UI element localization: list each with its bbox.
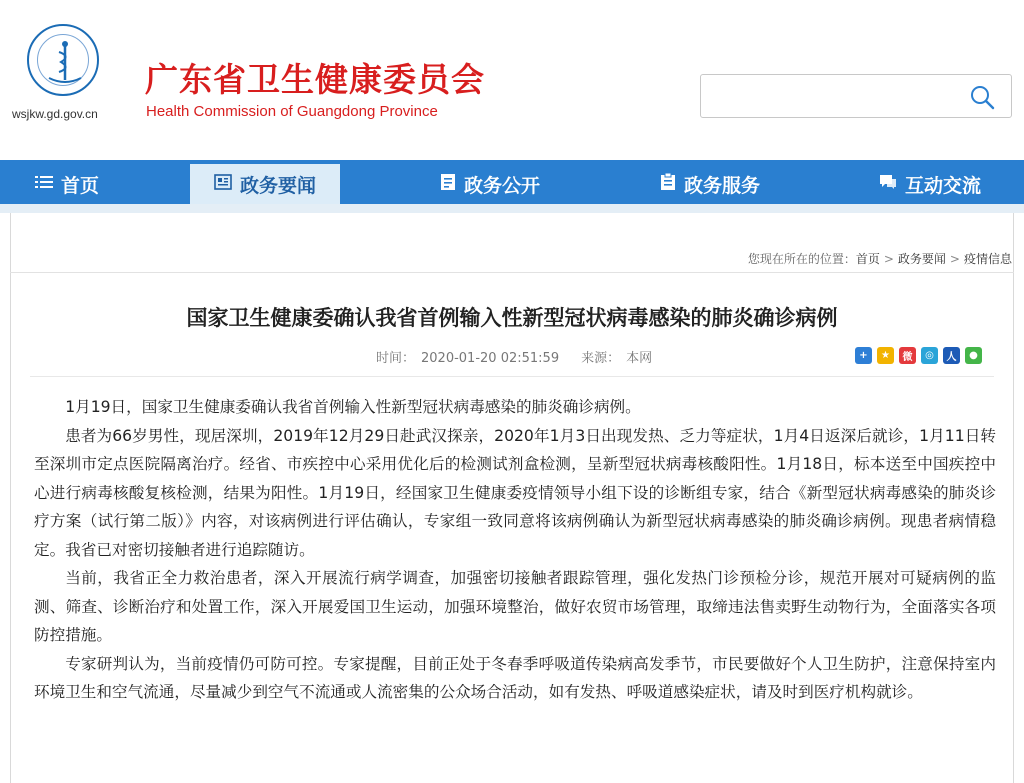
weibo-icon[interactable]: 微	[899, 347, 916, 364]
list-icon	[35, 173, 53, 195]
breadcrumb	[748, 250, 1012, 267]
wechat-icon[interactable]: ●	[965, 347, 982, 364]
site-domain: wsjkw.gd.gov.cn	[12, 107, 98, 121]
breadcrumb-news[interactable]: 政务要闻	[897, 252, 946, 266]
article-paragraph: 患者为66岁男性，现居深圳，2019年12月29日赴武汉探亲，2020年1月3日出现发热、乏力等症状，1月4日返深后就诊，1月11日转至深圳市定点医院隔离治疗。经省、市疾控中心采用优化后的检测试剂盒检测，呈新型冠状病毒核酸阳性。1月18日，标本送至中国疾控中心进行病毒核酸复核检测，结果为阳性。1月19日，经国家卫生健康委疫情领导小组下设的诊断组专家，结合《新型冠状病毒感染的肺炎诊疗方案（试行第二版）》内容，对该病例进行评估确认，专家组一致同意将该病例确认为新型冠状病毒感染的肺炎确诊病例。现患者病情稳定。我省已对密切接触者进行追踪随访。	[34, 426, 996, 559]
meta-divider	[30, 376, 994, 377]
site-header	[0, 0, 1024, 160]
publish-time: 2020-01-20 02:51:59	[421, 351, 560, 366]
search-box	[700, 74, 1012, 118]
share-bar	[855, 347, 982, 364]
search-input[interactable]	[709, 83, 959, 109]
time-label: 时间：	[376, 351, 416, 366]
frame-border-right	[1013, 213, 1014, 783]
source-label: 来源：	[581, 351, 621, 366]
frame-border-left	[10, 213, 11, 783]
article-paragraph: 当前，我省正全力救治患者，深入开展流行病学调查，加强密切接触者跟踪管理，强化发热门诊预检分诊，规范开展对可疑病例的监测、筛查、诊断治疗和处置工作，深入开展爱国卫生运动，加强环境整治，做好农贸市场管理，取缔违法售卖野生动物行为，全面落实各项防控措施。	[34, 569, 996, 644]
qzone-icon[interactable]: ★	[877, 347, 894, 364]
chevron-right-icon: >	[883, 252, 894, 266]
nav-label: 互动交流	[904, 174, 981, 197]
nav-item-gov-affairs-open[interactable]	[415, 164, 565, 204]
breadcrumb-home[interactable]: 首页	[855, 252, 880, 266]
article-body	[34, 393, 996, 707]
breadcrumb-prefix: 您现在所在的位置：	[747, 252, 856, 266]
article-title: 国家卫生健康委确认我省首例输入性新型冠状病毒感染的肺炎确诊病例	[186, 306, 838, 330]
share-plus-icon[interactable]: +	[855, 347, 872, 364]
clipboard-icon	[660, 173, 676, 196]
article-source: 本网	[626, 351, 653, 366]
site-subtitle: Health Commission of Guangdong Province	[146, 103, 438, 120]
nav-item-news[interactable]	[190, 164, 340, 204]
document-icon	[440, 173, 456, 196]
site-title[interactable]: 广东省卫生健康委员会	[145, 60, 485, 99]
article-paragraph: 1月19日，国家卫生健康委确认我省首例输入性新型冠状病毒感染的肺炎确诊病例。	[65, 398, 641, 416]
nav-item-home[interactable]	[12, 164, 122, 204]
tencent-weibo-icon[interactable]: ◎	[921, 347, 938, 364]
chat-icon	[879, 173, 897, 195]
article-paragraph: 专家研判认为，当前疫情仍可防可控。专家提醒，目前正处于冬春季呼吸道传染病高发季节，市民要做好个人卫生防护，注意保持室内环境卫生和空气流通，尽量减少到空气不流通或人流密集的公众场合活动，如有发热、呼吸道感染症状，请及时到医疗机构就诊。	[34, 654, 996, 701]
nav-label: 首页	[60, 174, 99, 197]
search-icon[interactable]	[967, 82, 997, 112]
article-meta	[376, 347, 658, 366]
nav-item-interaction[interactable]	[855, 164, 1005, 204]
health-commission-emblem-icon[interactable]	[27, 24, 99, 96]
nav-label: 政务公开	[463, 174, 540, 197]
nav-item-gov-services[interactable]	[635, 164, 785, 204]
nav-label: 政务服务	[683, 174, 760, 197]
nav-underbar	[0, 204, 1024, 213]
breadcrumb-divider	[10, 272, 1014, 273]
news-icon	[214, 173, 232, 195]
nav-label: 政务要闻	[239, 174, 316, 197]
renren-icon[interactable]: 人	[943, 347, 960, 364]
chevron-right-icon: >	[949, 252, 960, 266]
breadcrumb-epidemic-info[interactable]: 疫情信息	[963, 252, 1012, 266]
